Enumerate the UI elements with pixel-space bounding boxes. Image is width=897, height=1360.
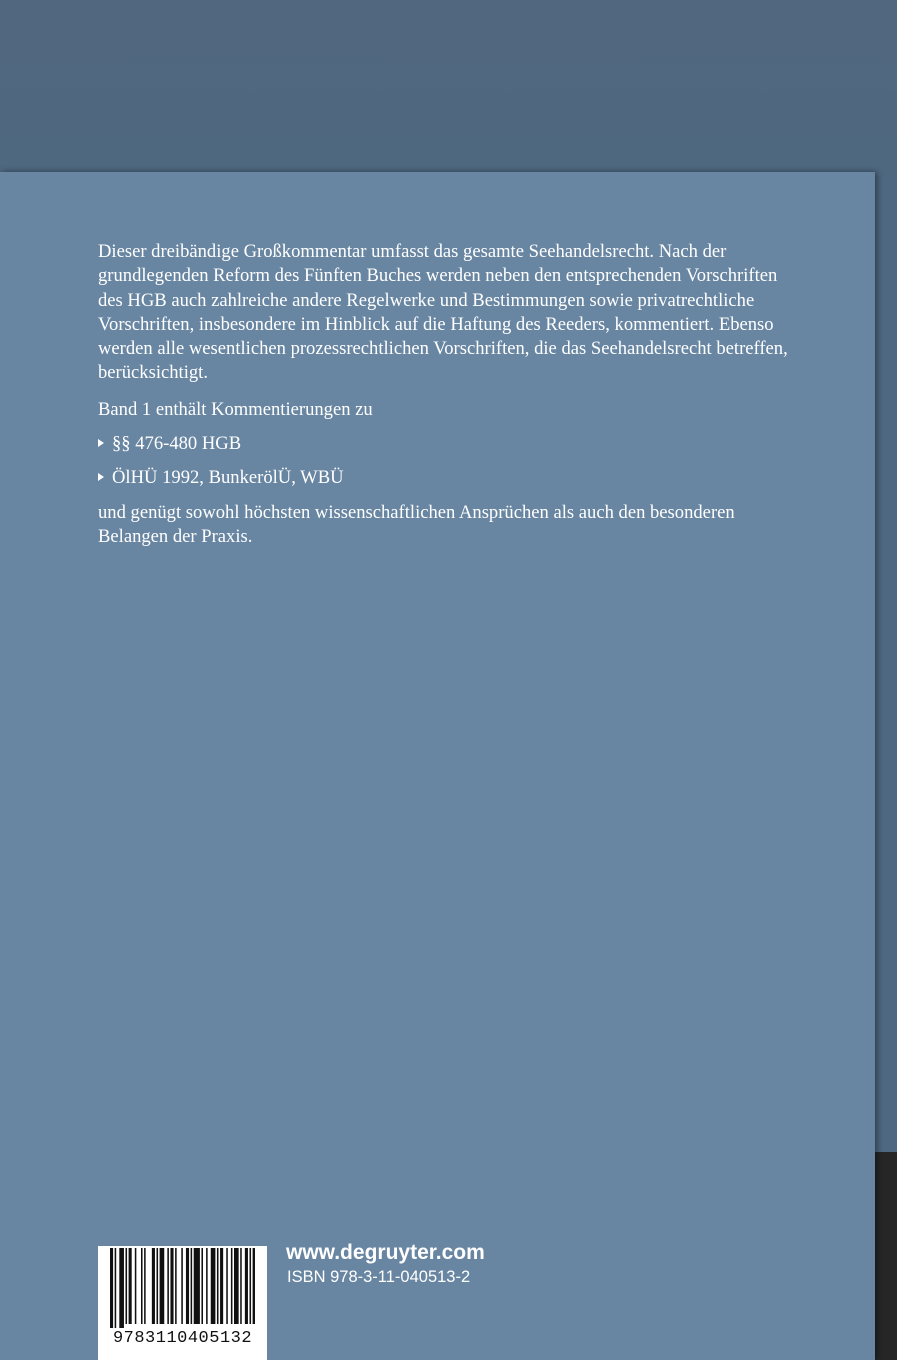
barcode-bar [194,1248,200,1324]
barcode-bars [110,1248,255,1328]
isbn: ISBN 978-3-11-040513-2 [287,1268,471,1286]
barcode-bar [201,1248,203,1324]
barcode-bar [181,1248,183,1324]
barcode-bar [115,1248,117,1328]
barcode-bar [170,1248,173,1324]
barcode-bar [191,1248,193,1324]
barcode-bar [175,1248,177,1324]
contents-item [98,432,798,456]
barcode-bar [217,1248,219,1324]
description-paragraph: Dieser dreibändige Großkommentar umfasst das gesamte Seehandelsrecht. Nach der grundlegenden Reform des Fünften Buches werden neben den entsprechenden Vorschriften des HGB auch zahlreiche andere Regelwerke und Bestimmungen sowie privatrechtliche Vorschriften, insbesondere im Hinblick auf die Haftung des Reeders, kommentiert. Ebenso werden alle wesentlichen prozessrechtlichen Vorschriften, die das Seehandelsrecht betreffen, berücksichtigt. [98,241,788,384]
background-dark-edge [875,1152,897,1360]
band-intro: Band 1 enthält Kommentierungen zu [98,398,373,420]
barcode-bar [234,1248,239,1324]
triangle-bullet-icon [98,439,104,447]
barcode-bar [110,1248,113,1328]
barcode-number: 9783110405132 [112,1329,253,1348]
barcode-bar [135,1248,137,1324]
barcode-bar [253,1248,255,1324]
barcode-bar [231,1248,233,1324]
barcode-bar [206,1248,208,1324]
barcode [98,1246,267,1360]
barcode-bar [220,1248,223,1324]
barcode-bar [250,1248,252,1324]
cover-text-block [98,240,798,549]
barcode-bar [152,1248,155,1324]
background-top-band [0,0,897,172]
barcode-bar [160,1248,165,1324]
barcode-bar [240,1248,242,1324]
barcode-bar [211,1248,216,1324]
barcode-bar [119,1248,124,1328]
barcode-bar [141,1248,143,1324]
closing-paragraph: und genügt sowohl höchsten wissenschaftlichen Ansprüchen als auch den besonderen Belangen der Praxis. [98,501,735,547]
background-right-edge [875,172,897,1152]
barcode-bar [129,1248,132,1324]
barcode-bar [245,1248,248,1324]
barcode-bar [126,1248,128,1324]
contents-item-label: §§ 476-480 HGB [112,433,242,455]
barcode-bar [167,1248,169,1324]
barcode-bar [226,1248,228,1324]
barcode-bar [186,1248,189,1324]
publisher-url: www.degruyter.com [286,1241,485,1264]
contents-item [98,466,798,490]
barcode-bar [157,1248,159,1324]
barcode-bar [144,1248,146,1324]
contents-item-label: ÖlHÜ 1992, BunkerölÜ, WBÜ [112,467,344,489]
triangle-bullet-icon [98,473,104,481]
